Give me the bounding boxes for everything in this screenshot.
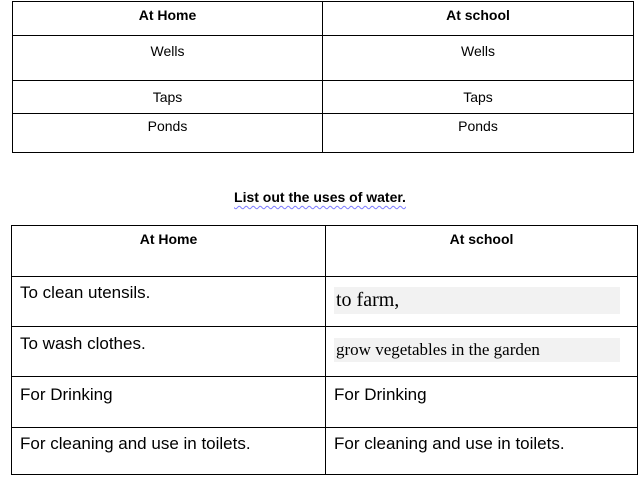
cell-text: grow vegetables in the garden: [334, 338, 620, 362]
uses-heading-text: List out the uses of water.: [234, 189, 406, 205]
water-uses-table: [11, 225, 638, 475]
uses-heading: [0, 189, 640, 205]
table-row: [12, 377, 638, 428]
table-cell: To clean utensils.: [12, 277, 326, 327]
table-cell: Wells: [323, 36, 634, 81]
table-row: [13, 81, 634, 114]
table-row: [13, 36, 634, 81]
table-cell: Ponds: [323, 114, 634, 153]
table-row: [12, 327, 638, 377]
column-header-at-school: At school: [326, 226, 638, 277]
table-cell: For cleaning and use in toilets.: [12, 428, 326, 475]
table-cell: Taps: [13, 81, 323, 114]
table-cell: For cleaning and use in toilets.: [326, 428, 638, 475]
table-row: [13, 114, 634, 153]
column-header-at-school: At school: [323, 2, 634, 36]
cell-text: to farm,: [334, 287, 620, 314]
table-cell: [326, 277, 638, 327]
table-header-row: [13, 2, 634, 36]
table-row: [12, 277, 638, 327]
table-cell: Ponds: [13, 114, 323, 153]
table-cell: Wells: [13, 36, 323, 81]
table-cell: For Drinking: [12, 377, 326, 428]
table-row: [12, 428, 638, 475]
table-cell: [326, 327, 638, 377]
column-header-at-home: At Home: [12, 226, 326, 277]
table-header-row: [12, 226, 638, 277]
water-sources-table: [12, 1, 634, 153]
column-header-at-home: At Home: [13, 2, 323, 36]
table-cell: To wash clothes.: [12, 327, 326, 377]
table-cell: For Drinking: [326, 377, 638, 428]
table-cell: Taps: [323, 81, 634, 114]
